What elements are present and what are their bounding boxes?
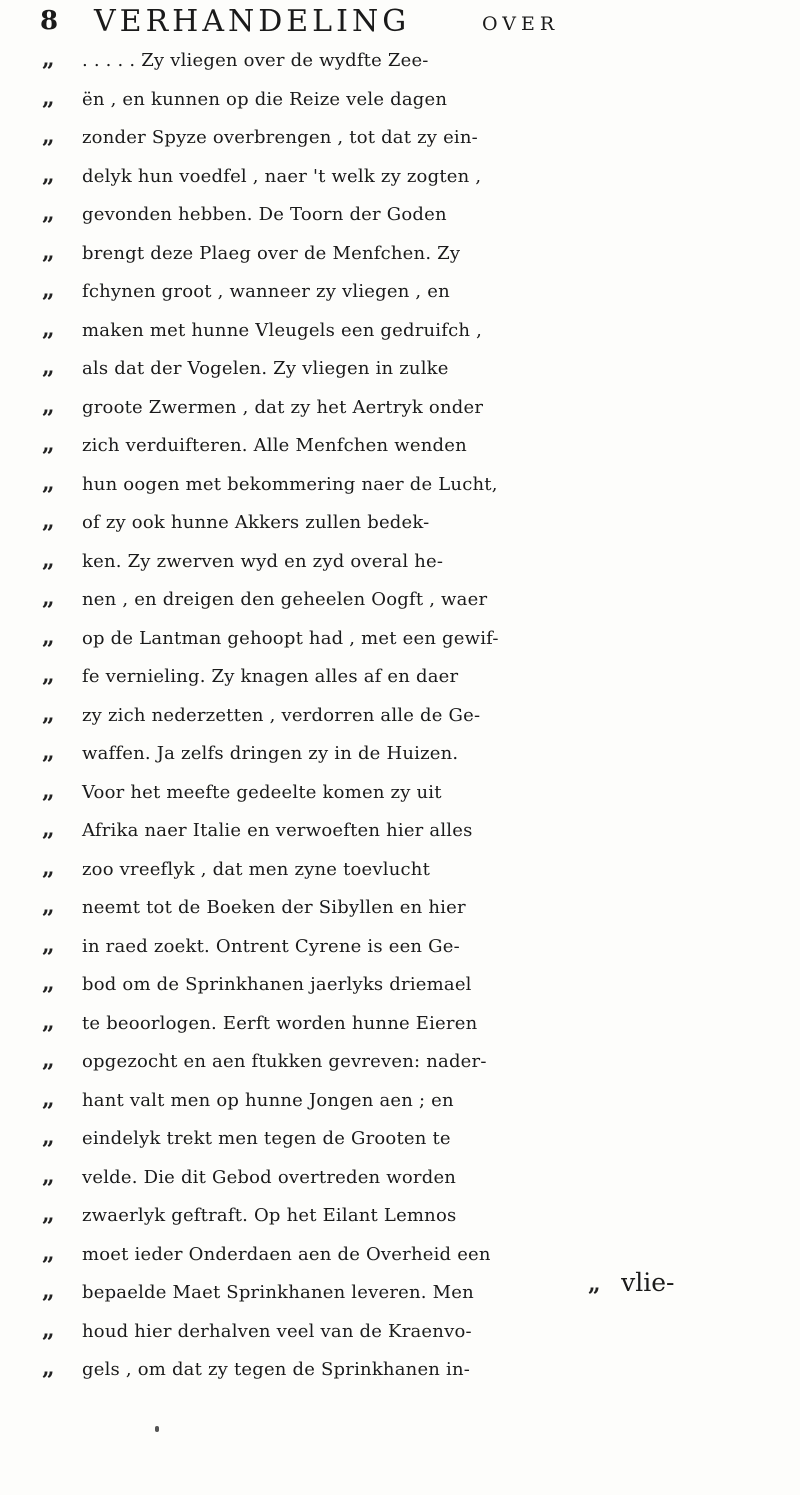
line-text: Voor het meefte gedeelte komen zy uit bbox=[82, 781, 442, 803]
line-text: fchynen groot , wanneer zy vliegen , en bbox=[82, 281, 450, 302]
text-line bbox=[42, 1124, 762, 1163]
quote-mark: „ bbox=[42, 816, 54, 842]
quote-mark: „ bbox=[42, 546, 54, 573]
line-text: hun oogen met bekommering naer de Lucht, bbox=[82, 473, 498, 495]
quote-mark: „ bbox=[42, 854, 54, 881]
quote-mark: „ bbox=[42, 1047, 54, 1073]
line-text: . . . . . Zy vliegen over de wydfte Zee- bbox=[82, 50, 429, 71]
line-text: bepaelde Maet Sprinkhanen leveren. Men bbox=[82, 1282, 474, 1303]
catchword-text: vlie- bbox=[621, 1268, 675, 1297]
body-text bbox=[42, 46, 762, 1394]
text-line bbox=[42, 1086, 762, 1125]
line-text: Afrika naer Italie en verwoeften hier alles bbox=[82, 820, 473, 841]
quote-mark: „ bbox=[42, 84, 54, 111]
quote-mark: „ bbox=[42, 46, 54, 72]
text-line bbox=[42, 354, 762, 393]
quote-mark: „ bbox=[42, 1316, 54, 1343]
line-text: zy zich nederzetten , verdorren alle de Ge- bbox=[82, 704, 481, 726]
ink-speck bbox=[155, 1426, 159, 1432]
running-title-tail: OVER bbox=[482, 13, 560, 35]
text-line bbox=[42, 970, 762, 1009]
text-line bbox=[42, 816, 762, 855]
text-line bbox=[42, 123, 762, 162]
text-line bbox=[42, 470, 762, 509]
text-line bbox=[42, 1163, 762, 1202]
page-number: 8 bbox=[40, 6, 59, 36]
text-line bbox=[42, 1047, 762, 1086]
quote-mark: „ bbox=[42, 238, 54, 265]
line-text: fe vernieling. Zy knagen alles af en daer bbox=[82, 666, 459, 687]
line-text: hant valt men op hunne Jongen aen ; en bbox=[82, 1089, 454, 1111]
line-text: delyk hun voedfel , naer 't welk zy zogten , bbox=[82, 165, 482, 187]
quote-mark: „ bbox=[42, 508, 54, 534]
line-text: maken met hunne Vleugels een gedruifch , bbox=[82, 319, 483, 341]
text-line bbox=[42, 162, 762, 201]
quote-mark: „ bbox=[42, 315, 54, 342]
line-text: nen , en dreigen den geheelen Oogft , waer bbox=[82, 589, 488, 610]
text-line bbox=[42, 893, 762, 932]
quote-mark: „ bbox=[42, 354, 54, 380]
quote-mark: „ bbox=[42, 739, 54, 765]
line-text: groote Zwermen , dat zy het Aertryk onder bbox=[82, 396, 484, 418]
line-text: in raed zoekt. Ontrent Cyrene is een Ge- bbox=[82, 935, 460, 957]
line-text: of zy ook hunne Akkers zullen bedek- bbox=[82, 512, 430, 533]
quote-mark: „ bbox=[42, 200, 54, 226]
quote-mark: „ bbox=[42, 970, 54, 996]
quote-mark: „ bbox=[588, 1271, 600, 1297]
quote-mark: „ bbox=[42, 1124, 54, 1150]
text-line bbox=[42, 85, 762, 124]
line-text: ken. Zy zwerven wyd en zyd overal he- bbox=[82, 550, 444, 572]
line-text: te beoorlogen. Eerft worden hunne Eieren bbox=[82, 1012, 478, 1034]
line-text: zwaerlyk geftraft. Op het Eilant Lemnos bbox=[82, 1205, 457, 1226]
text-line bbox=[42, 1009, 762, 1048]
quote-mark: „ bbox=[42, 1201, 54, 1227]
quote-mark: „ bbox=[42, 1085, 54, 1112]
line-text: gels , om dat zy tegen de Sprinkhanen in- bbox=[82, 1359, 471, 1380]
line-text: zonder Spyze overbrengen , tot dat zy ein- bbox=[82, 127, 478, 148]
line-text: op de Lantman gehoopt had , met een gewif- bbox=[82, 627, 499, 649]
line-text: bod om de Sprinkhanen jaerlyks driemael bbox=[82, 974, 472, 995]
quote-mark: „ bbox=[42, 662, 54, 688]
line-text: zoo vreeflyk , dat men zyne toevlucht bbox=[82, 858, 431, 880]
quote-mark: „ bbox=[42, 777, 54, 804]
running-head bbox=[40, 4, 700, 44]
quote-mark: „ bbox=[42, 1278, 54, 1304]
quote-mark: „ bbox=[42, 1239, 54, 1266]
text-line bbox=[42, 1355, 762, 1394]
text-line bbox=[42, 624, 762, 663]
quote-mark: „ bbox=[42, 1008, 54, 1035]
text-line bbox=[42, 431, 762, 470]
text-line bbox=[42, 585, 762, 624]
quote-mark: „ bbox=[42, 161, 54, 188]
running-title: VERHANDELING bbox=[94, 4, 411, 39]
text-line bbox=[42, 200, 762, 239]
quote-mark: „ bbox=[42, 700, 54, 727]
text-line bbox=[42, 277, 762, 316]
quote-mark: „ bbox=[42, 277, 54, 303]
text-line bbox=[42, 393, 762, 432]
text-line bbox=[42, 547, 762, 586]
quote-mark: „ bbox=[42, 1355, 54, 1381]
text-line bbox=[42, 932, 762, 971]
text-line bbox=[42, 701, 762, 740]
quote-mark: „ bbox=[42, 123, 54, 149]
text-line bbox=[42, 739, 762, 778]
quote-mark: „ bbox=[42, 469, 54, 496]
quote-mark: „ bbox=[42, 931, 54, 958]
text-line bbox=[42, 239, 762, 278]
line-text: neemt tot de Boeken der Sibyllen en hier bbox=[82, 897, 466, 918]
line-text: eindelyk trekt men tegen de Grooten te bbox=[82, 1128, 451, 1149]
text-line bbox=[42, 1317, 762, 1356]
quote-mark: „ bbox=[42, 1162, 54, 1189]
line-text: waffen. Ja zelfs dringen zy in de Huizen. bbox=[82, 743, 459, 764]
text-line bbox=[42, 855, 762, 894]
quote-mark: „ bbox=[42, 392, 54, 419]
line-text: moet ieder Onderdaen aen de Overheid een bbox=[82, 1243, 491, 1265]
quote-mark: „ bbox=[42, 623, 54, 650]
text-line bbox=[42, 662, 762, 701]
text-line bbox=[42, 1201, 762, 1240]
line-text: als dat der Vogelen. Zy vliegen in zulke bbox=[82, 358, 449, 379]
text-line bbox=[42, 46, 762, 85]
quote-mark: „ bbox=[42, 893, 54, 919]
text-line bbox=[42, 316, 762, 355]
text-line bbox=[42, 778, 762, 817]
line-text: gevonden hebben. De Toorn der Goden bbox=[82, 204, 447, 225]
line-text: opgezocht en aen ftukken gevreven: nader- bbox=[82, 1051, 487, 1072]
catchword bbox=[588, 1268, 674, 1297]
text-line bbox=[42, 508, 762, 547]
quote-mark: „ bbox=[42, 431, 54, 457]
quote-mark: „ bbox=[42, 585, 54, 611]
line-text: zich verduifteren. Alle Menfchen wenden bbox=[82, 435, 467, 456]
line-text: brengt deze Plaeg over de Menfchen. Zy bbox=[82, 242, 461, 264]
line-text: ën , en kunnen op die Reize vele dagen bbox=[82, 88, 448, 110]
line-text: houd hier derhalven veel van de Kraenvo- bbox=[82, 1320, 472, 1342]
line-text: velde. Die dit Gebod overtreden worden bbox=[82, 1166, 457, 1188]
